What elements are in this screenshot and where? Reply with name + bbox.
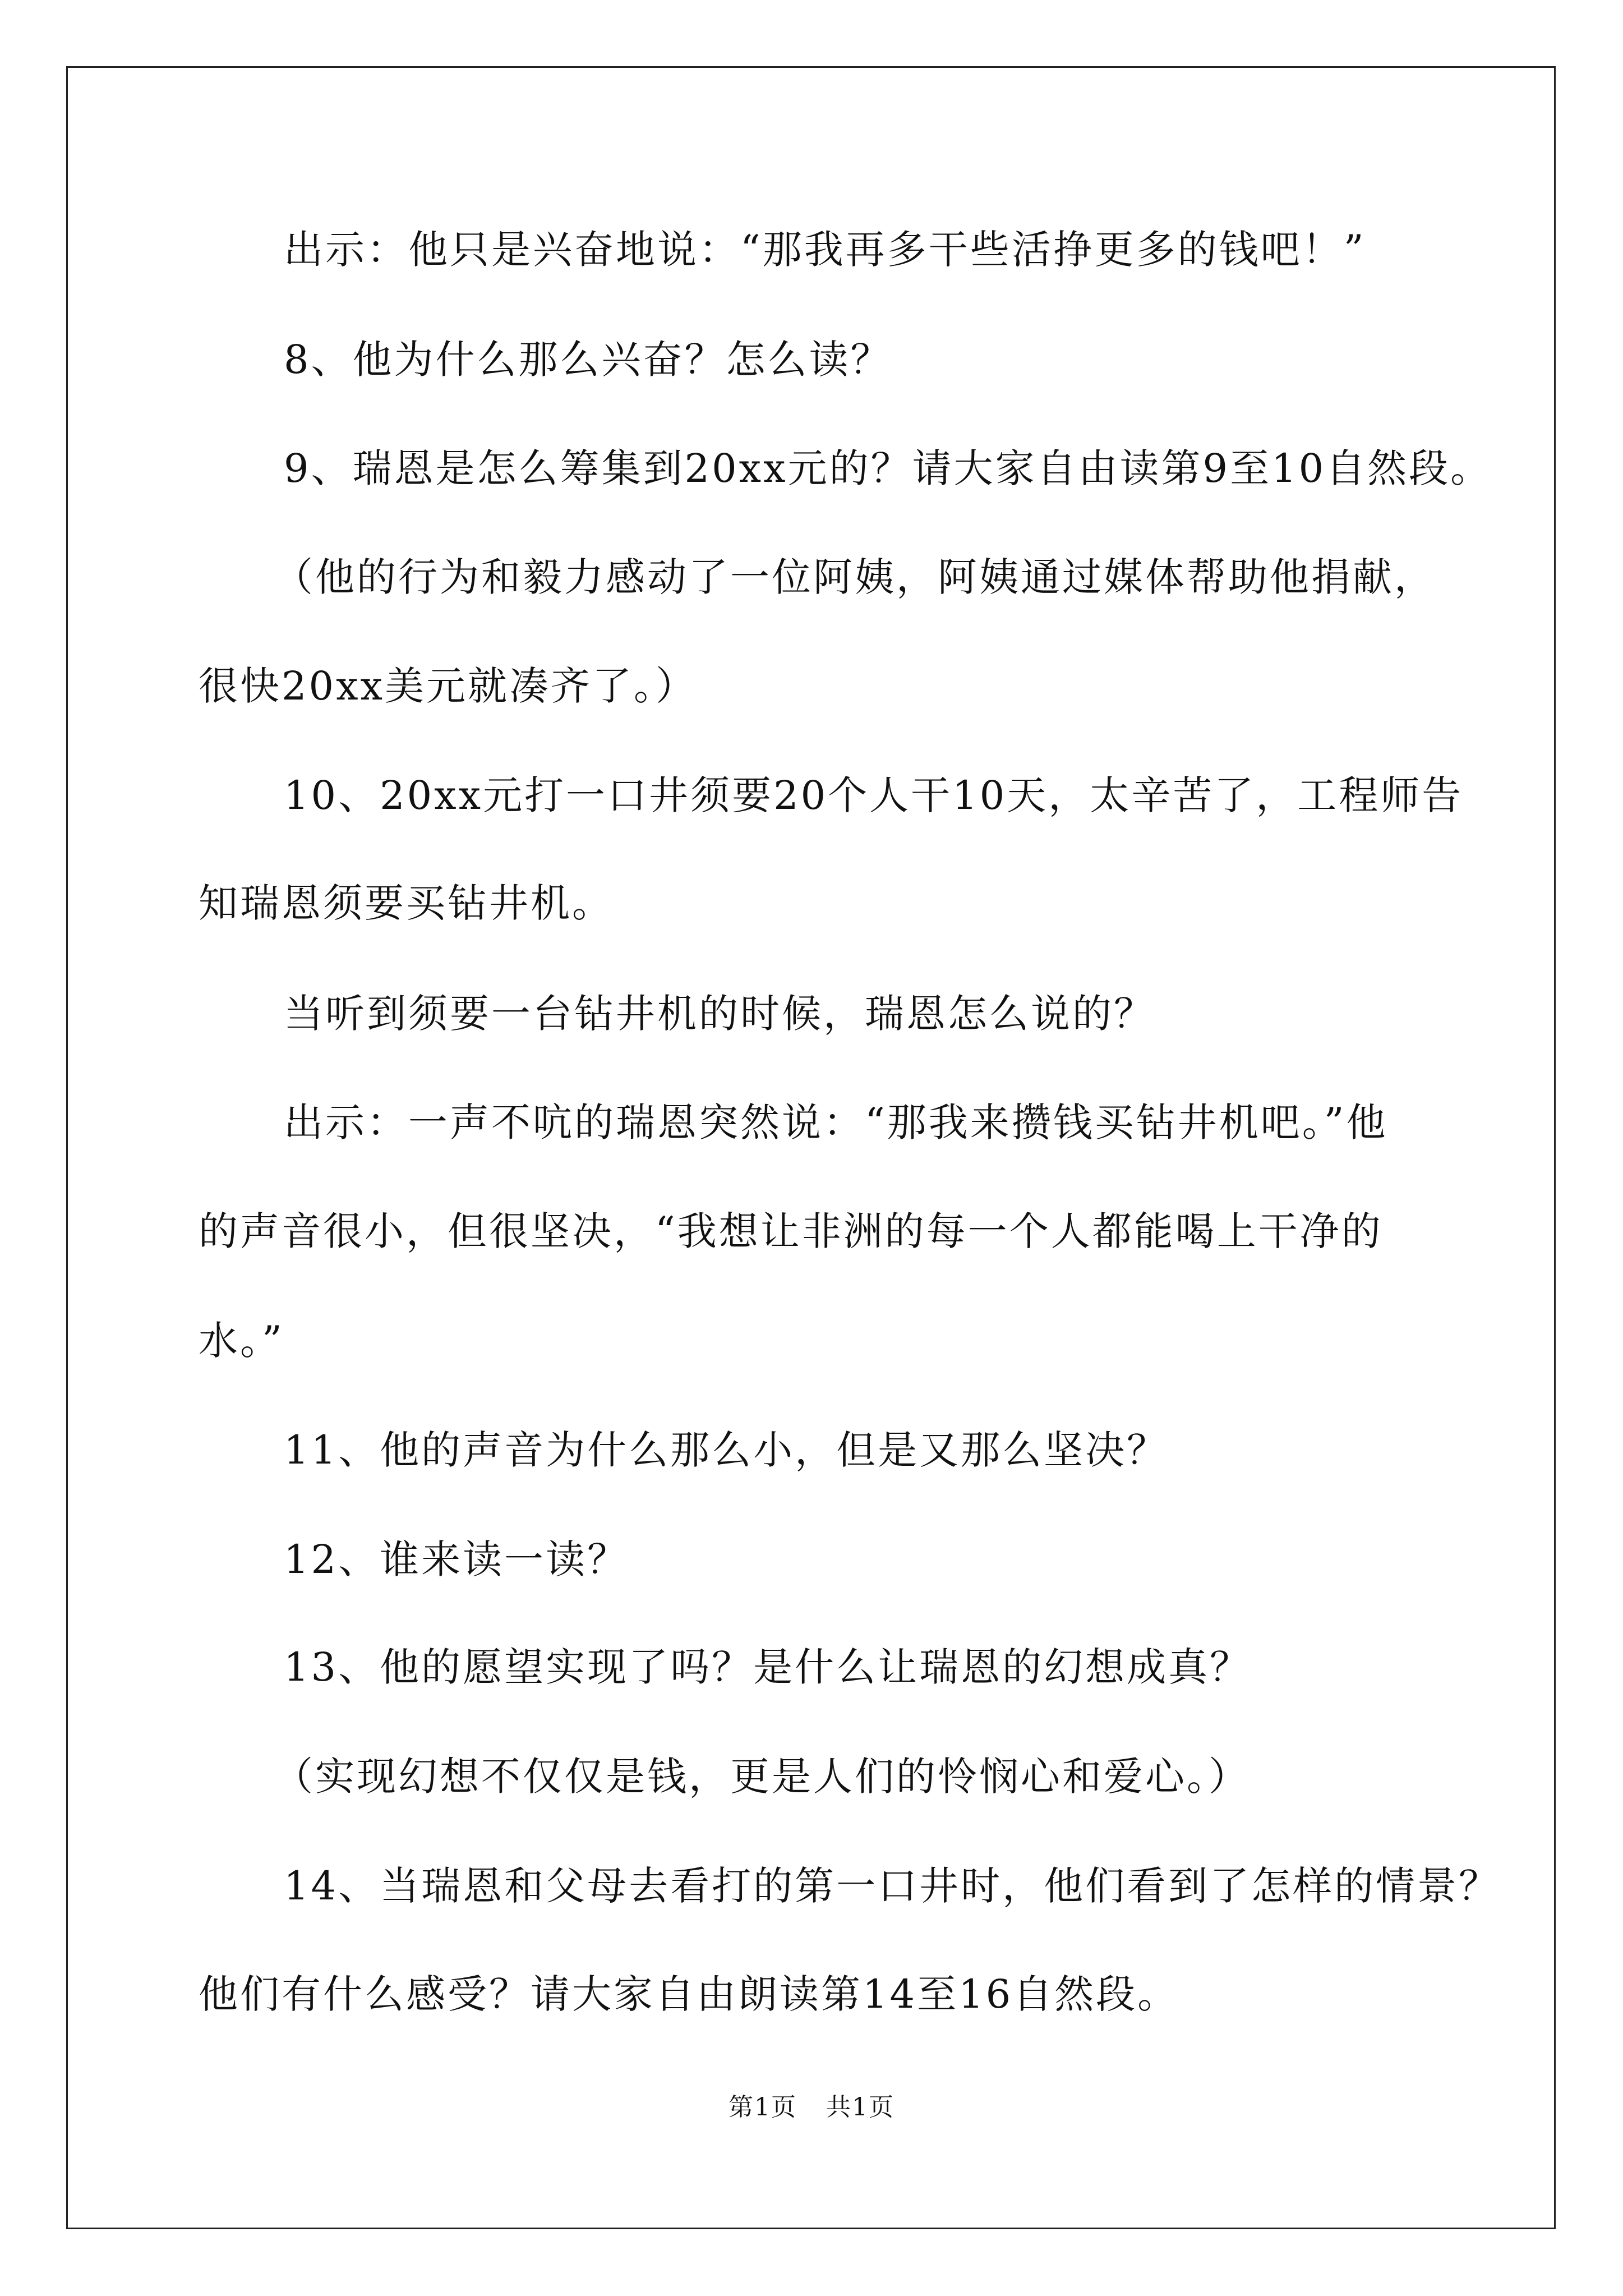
paragraph-line: 的声音很小，但很坚决，“我想让非洲的每一个人都能喝上干净的 xyxy=(199,1208,1383,1254)
paragraph-line: 8、他为什么那么兴奋？怎么读？ xyxy=(284,337,892,383)
paragraph-line: 13、他的愿望实现了吗？是什么让瑞恩的幻想成真？ xyxy=(284,1644,1252,1690)
paragraph-line: 出示：一声不吭的瑞恩突然说：“那我来攒钱买钻井机吧。”他 xyxy=(284,1099,1388,1145)
paragraph-line: 知瑞恩须要买钻井机。 xyxy=(199,880,614,926)
paragraph-line: 12、谁来读一读？ xyxy=(284,1536,629,1582)
paragraph-line: 14、当瑞恩和父母去看打的第一口井时，他们看到了怎样的情景？ xyxy=(284,1863,1501,1909)
paragraph-line: 10、20xx元打一口井须要20个人干10天，太辛苦了，工程师告 xyxy=(284,772,1464,818)
paragraph-line: 很快20xx美元就凑齐了。） xyxy=(199,663,698,709)
page-total: 共1页 xyxy=(826,2093,895,2122)
paragraph-line: （实现幻想不仅仅是钱，更是人们的怜悯心和爱心。） xyxy=(274,1754,1250,1800)
page-number: 第1页 xyxy=(728,2093,797,2122)
paragraph-line: 他们有什么感受？请大家自由朗读第14至16自然段。 xyxy=(199,1971,1179,2017)
paragraph-line: 9、瑞恩是怎么筹集到20xx元的？请大家自由读第9至10自然段。 xyxy=(284,445,1492,491)
paragraph-line: （他的行为和毅力感动了一位阿姨，阿姨通过媒体帮助他捐献， xyxy=(274,554,1436,600)
paragraph-line: 11、他的声音为什么那么小，但是又那么坚决？ xyxy=(284,1427,1169,1473)
paragraph-line: 当听到须要一台钻井机的时候，瑞恩怎么说的？ xyxy=(284,991,1155,1037)
paragraph-line: 水。” xyxy=(199,1318,284,1364)
paragraph-line: 出示：他只是兴奋地说：“那我再多干些活挣更多的钱吧！” xyxy=(284,227,1366,273)
page-footer xyxy=(0,2087,1623,2123)
